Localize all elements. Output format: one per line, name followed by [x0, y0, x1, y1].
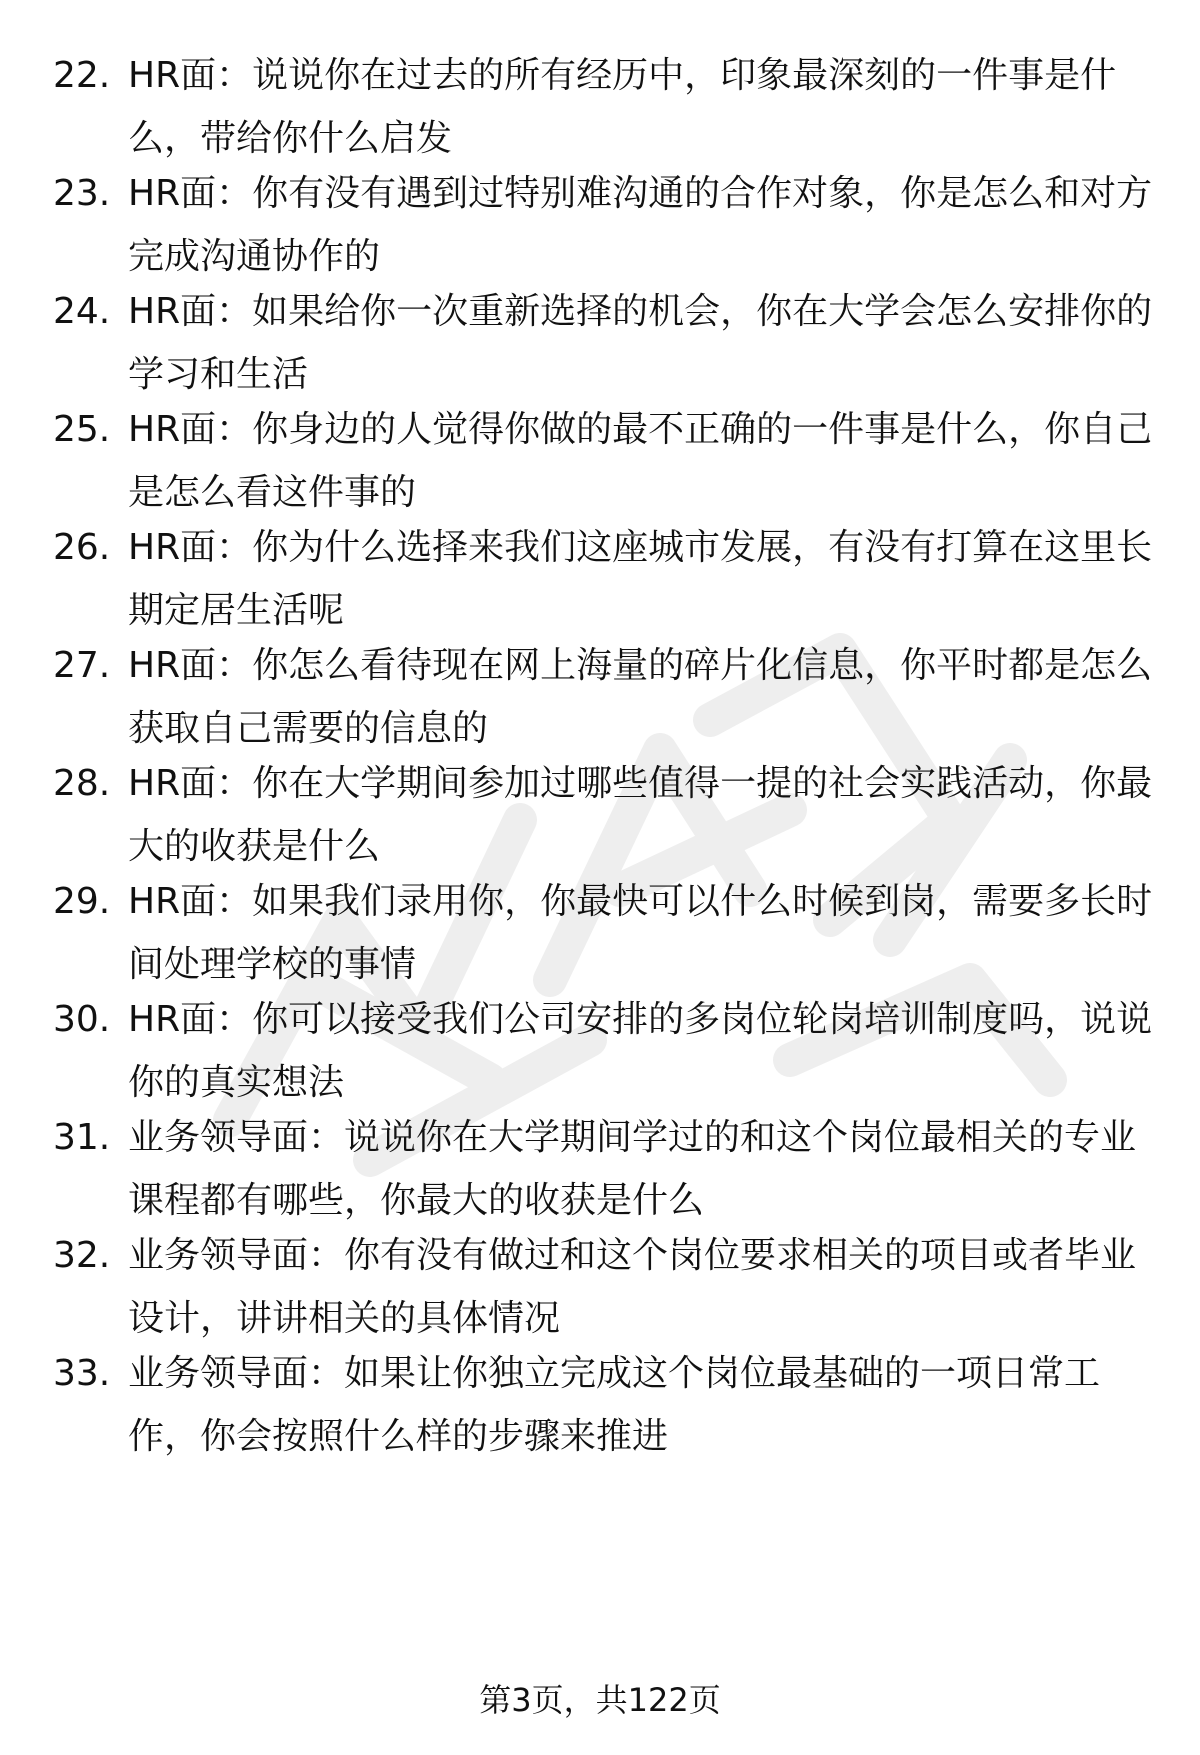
item-line-2: 课程都有哪些，你最大的收获是什么 [128, 1180, 705, 1221]
item-line-1: 业务领导面：如果让你独立完成这个岗位最基础的一项日常工 [128, 1353, 1101, 1394]
item-text [128, 642, 1158, 750]
item-text [128, 52, 1158, 160]
list-item [0, 1232, 1200, 1339]
item-line-1: HR面：你可以接受我们公司安排的多岗位轮岗培训制度吗，说说 [128, 999, 1153, 1040]
item-text [128, 524, 1158, 632]
item-line-1: HR面：如果给你一次重新选择的机会，你在大学会怎么安排你的 [128, 291, 1153, 332]
item-line-2: 是怎么看这件事的 [128, 472, 417, 513]
item-text [128, 1114, 1158, 1222]
list-item [0, 996, 1200, 1103]
item-line-1: HR面：你为什么选择来我们这座城市发展，有没有打算在这里长 [128, 527, 1153, 568]
item-text [128, 996, 1158, 1104]
item-line-2: 么，带给你什么启发 [128, 118, 453, 159]
list-item [0, 642, 1200, 749]
item-number: 26. [53, 527, 111, 568]
item-line-1: HR面：你在大学期间参加过哪些值得一提的社会实践活动，你最 [128, 763, 1153, 804]
item-line-2: 大的收获是什么 [128, 826, 381, 867]
item-text [128, 878, 1158, 986]
item-line-2: 期定居生活呢 [128, 590, 345, 631]
list-item [0, 524, 1200, 631]
item-line-1: HR面：你有没有遇到过特别难沟通的合作对象，你是怎么和对方 [128, 173, 1153, 214]
item-line-2: 你的真实想法 [128, 1062, 345, 1103]
item-number: 23. [53, 173, 111, 214]
item-line-2: 学习和生活 [128, 354, 309, 395]
item-text [128, 406, 1158, 514]
item-line-1: HR面：如果我们录用你，你最快可以什么时候到岗，需要多长时 [128, 881, 1153, 922]
item-text [128, 1232, 1158, 1340]
list-item [0, 52, 1200, 159]
list-item [0, 878, 1200, 985]
list-item [0, 288, 1200, 395]
item-number: 32. [53, 1235, 111, 1276]
item-number: 22. [53, 55, 111, 96]
item-number: 33. [53, 1353, 111, 1394]
item-number: 30. [53, 999, 111, 1040]
list-item [0, 1350, 1200, 1457]
item-line-2: 完成沟通协作的 [128, 236, 381, 277]
item-line-1: 业务领导面：说说你在大学期间学过的和这个岗位最相关的专业 [128, 1117, 1137, 1158]
item-text [128, 760, 1158, 868]
page-footer: 第3页，共122页 [479, 1681, 721, 1719]
item-number: 29. [53, 881, 111, 922]
list-item [0, 1114, 1200, 1221]
item-line-2: 设计，讲讲相关的具体情况 [128, 1298, 561, 1339]
list-item [0, 406, 1200, 513]
item-line-1: HR面：说说你在过去的所有经历中，印象最深刻的一件事是什 [128, 55, 1117, 96]
list-item [0, 170, 1200, 277]
item-text [128, 1350, 1158, 1458]
item-line-2: 间处理学校的事情 [128, 944, 417, 985]
item-line-1: HR面：你怎么看待现在网上海量的碎片化信息，你平时都是怎么 [128, 645, 1153, 686]
item-text [128, 170, 1158, 278]
item-number: 27. [53, 645, 111, 686]
item-line-2: 获取自己需要的信息的 [128, 708, 489, 749]
item-number: 28. [53, 763, 111, 804]
item-number: 25. [53, 409, 111, 450]
item-number: 24. [53, 291, 111, 332]
item-line-2: 作，你会按照什么样的步骤来推进 [128, 1416, 669, 1457]
item-text [128, 288, 1158, 396]
item-line-1: 业务领导面：你有没有做过和这个岗位要求相关的项目或者毕业 [128, 1235, 1137, 1276]
item-number: 31. [53, 1117, 111, 1158]
list-item [0, 760, 1200, 867]
item-line-1: HR面：你身边的人觉得你做的最不正确的一件事是什么，你自己 [128, 409, 1153, 450]
